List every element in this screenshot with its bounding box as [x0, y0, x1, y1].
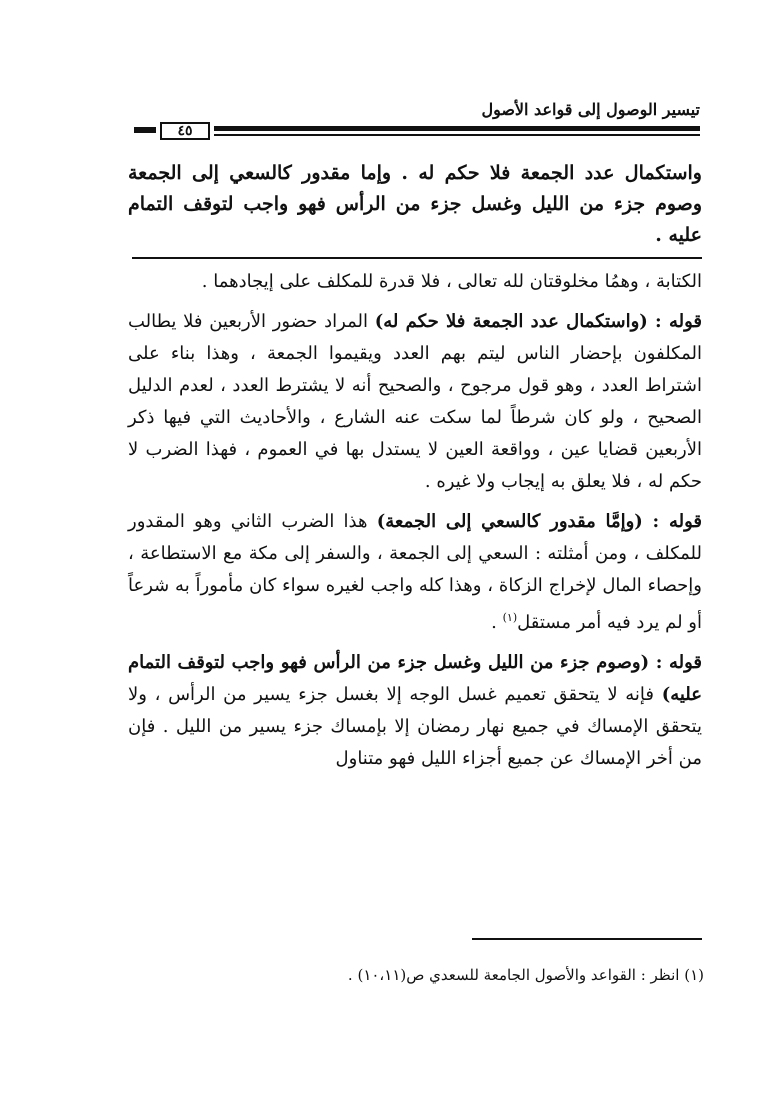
- matn-text: واستكمال عدد الجمعة فلا حكم له . وإما مقدور كالسعي إلى الجمعة وصوم جزء من الليل وغسل جزء من الرأس فهو واجب لتوقف التمام عليه .: [128, 162, 702, 246]
- commentary-text: هذا الضرب الثاني وهو المقدور للمكلف ، ومن أمثلته : السعي إلى الجمعة ، والسفر إلى مكة مع الاستطاعة ، وإحصاء المال لإخراج الزكاة ، وهذا كله واجب لغيره سواء كان مأموراً به شرعاً أو لم يرد فيه أمر مستقل: [128, 511, 702, 633]
- header-rule-left: [134, 127, 156, 133]
- quoted-phrase: قوله : (واستكمال عدد الجمعة فلا حكم له): [374, 311, 702, 332]
- matn-divider: [132, 257, 702, 259]
- commentary-paragraph: [128, 506, 702, 639]
- header-rule: [134, 122, 700, 142]
- running-title: تيسير الوصول إلى قواعد الأصول: [481, 100, 700, 119]
- page-number: ٤٥: [160, 122, 210, 140]
- commentary-text: .: [491, 612, 503, 633]
- footnote-rule: [472, 938, 702, 940]
- footnote-reference: (١): [502, 611, 518, 624]
- commentary-text: الكتابة ، وهمُا مخلوقتان لله تعالى ، فلا قدرة للمكلف على إيجادهما .: [201, 271, 702, 292]
- header-rule-thin: [214, 134, 700, 136]
- footnote: (١) انظر : القواعد والأصول الجامعة للسعدي ص(١٠،١١) .: [347, 966, 704, 984]
- commentary-text: المراد حضور الأربعين فلا يطالب المكلفون بإحضار الناس ليتم بهم العدد ويقيموا الجمعة ، وهذا بناء على اشتراط العدد ، وهو قول مرجوح ، والصحيح أنه لا يشترط العدد ، لعدم الدليل الصحيح ، ولو كان شرطاً لما سكت عنه الشارع ، والأحاديث التي فيها ذكر الأربعين قضايا عين ، وواقعة العين لا يستدل بها في العموم ، فهذا الضرب لا حكم له ، فلا يعلق به إيجاب ولا غيره .: [128, 311, 702, 492]
- header-rule-thick: [214, 126, 700, 131]
- commentary-paragraph: [128, 266, 702, 298]
- commentary-paragraph: [128, 306, 702, 498]
- commentary-paragraph: [128, 647, 702, 775]
- quoted-phrase: قوله : (وصوم جزء من الليل وغسل جزء من الرأس فهو واجب لتوقف التمام عليه): [128, 652, 702, 705]
- commentary: [128, 266, 702, 783]
- quoted-phrase: قوله : (وإمَّا مقدور كالسعي إلى الجمعة): [376, 511, 702, 532]
- commentary-text: فإنه لا يتحقق تعميم غسل الوجه إلا بغسل جزء يسير من الرأس ، ولا يتحقق الإمساك في جميع نهار رمضان إلا بإمساك جزء يسير من الليل . فإن من أخر الإمساك عن جميع أجزاء الليل فهو متناول: [128, 684, 702, 769]
